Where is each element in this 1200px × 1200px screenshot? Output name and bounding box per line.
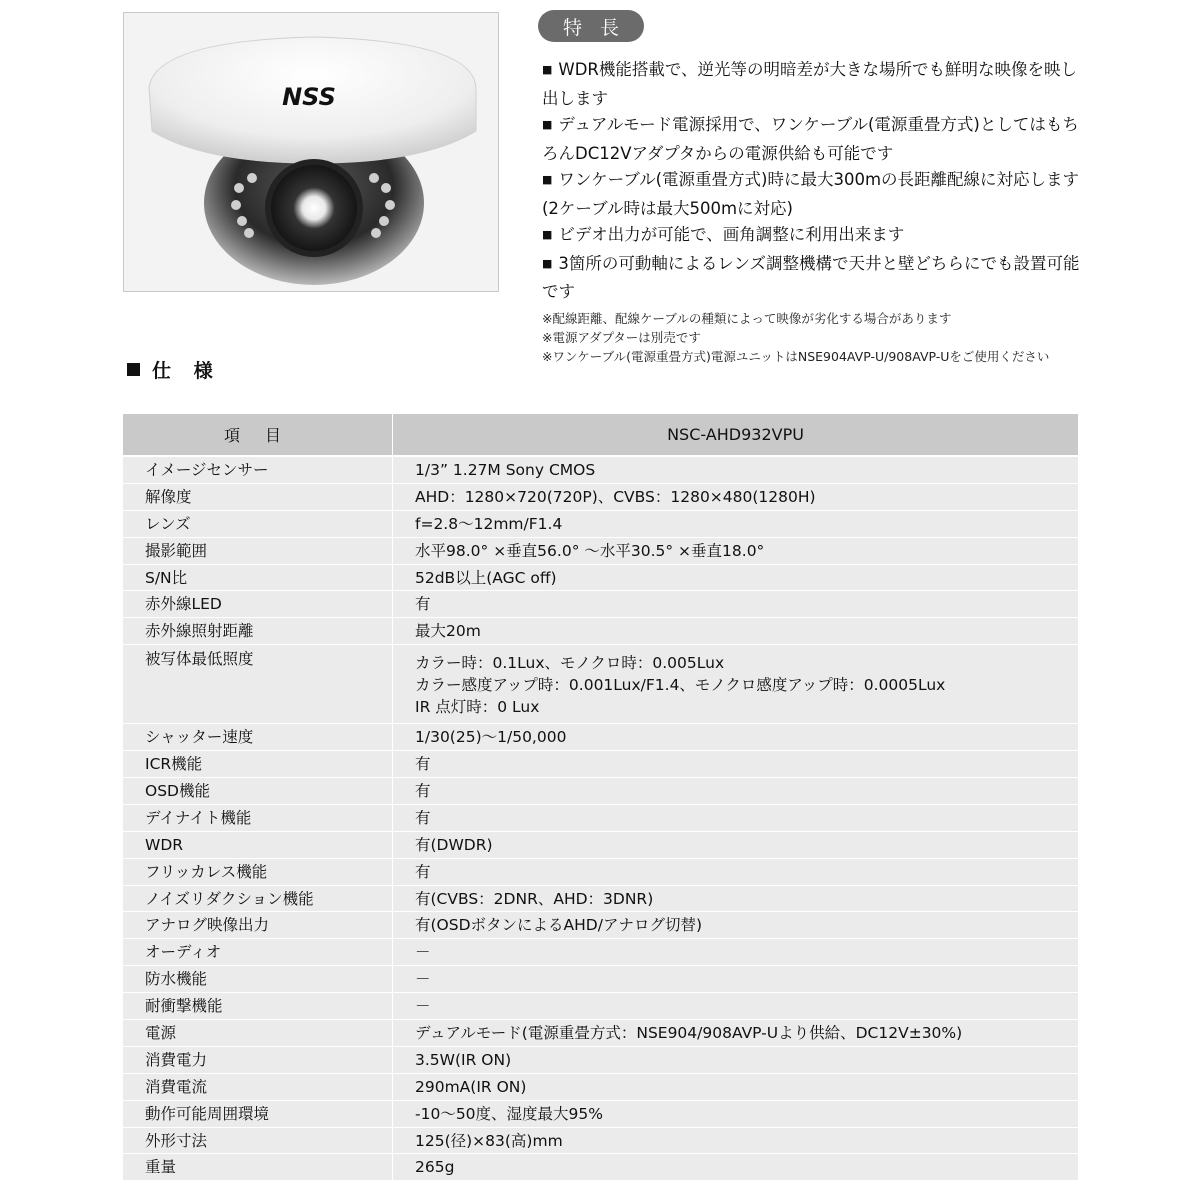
spec-value-line: カラー時：0.1Lux、モノクロ時：0.005Lux (415, 654, 725, 673)
spec-value: 有 (393, 804, 1079, 831)
spec-value: 有 (393, 778, 1079, 805)
spec-value: 有(OSDボタンによるAHD/アナログ切替) (393, 912, 1079, 939)
spec-label: ノイズリダクション機能 (123, 885, 393, 912)
nss-logo: NSS (282, 83, 336, 111)
spec-row (123, 831, 1078, 858)
feature-text: 3箇所の可動軸によるレンズ調整機構で天井と壁どちらにでも設置可能です (542, 253, 1080, 301)
spec-value: 最大20m (393, 618, 1079, 645)
square-icon (127, 363, 140, 376)
spec-row (123, 1020, 1078, 1047)
spec-label: イメージセンサー (123, 456, 393, 483)
spec-row (123, 537, 1078, 564)
spec-label: 撮影範囲 (123, 537, 393, 564)
col-item-header: 項 目 (123, 414, 393, 456)
spec-value: 290mA(IR ON) (393, 1073, 1079, 1100)
spec-label: 防水機能 (123, 966, 393, 993)
bullet-icon: ■ (542, 118, 553, 131)
feature-text: ビデオ出力が可能で、画角調整に利用出来ます (558, 225, 905, 244)
spec-label: オーディオ (123, 939, 393, 966)
spec-heading (127, 356, 221, 383)
note-line: ※配線距離、配線ケーブルの種類によって映像が劣化する場合があります (542, 311, 952, 326)
spec-label: 赤外線LED (123, 591, 393, 618)
spec-label: フリッカレス機能 (123, 858, 393, 885)
spec-row (123, 778, 1078, 805)
spec-value: 1/30(25)～1/50,000 (393, 724, 1079, 751)
spec-table-header (123, 414, 1078, 456)
col-model-header: NSC-AHD932VPU (393, 414, 1079, 456)
spec-row (123, 858, 1078, 885)
spec-label: レンズ (123, 510, 393, 537)
spec-row (123, 1100, 1078, 1127)
spec-row (123, 804, 1078, 831)
spec-value (393, 645, 1079, 724)
spec-row (123, 564, 1078, 591)
spec-label: シャッター速度 (123, 724, 393, 751)
spec-row (123, 1046, 1078, 1073)
spec-value-line: カラー感度アップ時：0.001Lux/F1.4、モノクロ感度アップ時：0.0005Lux (415, 676, 946, 695)
spec-value: 有(DWDR) (393, 831, 1079, 858)
feature-item (542, 167, 1087, 222)
note-line: ※ワンケーブル(電源重畳方式)電源ユニットはNSE904AVP-U/908AVP-Uをご使用ください (542, 349, 1050, 364)
note-line: ※電源アダプターは別売です (542, 330, 701, 345)
spec-row (123, 751, 1078, 778)
spec-row (123, 510, 1078, 537)
spec-value: 有 (393, 858, 1079, 885)
spec-row (123, 591, 1078, 618)
spec-row (123, 618, 1078, 645)
spec-table (123, 414, 1078, 1181)
spec-row (123, 1073, 1078, 1100)
spec-row (123, 456, 1078, 483)
spec-label: WDR (123, 831, 393, 858)
spec-heading-text: 仕 様 (152, 360, 221, 382)
spec-value: 有(CVBS：2DNR、AHD：3DNR) (393, 885, 1079, 912)
spec-value: -10～50度、湿度最大95% (393, 1100, 1079, 1127)
spec-value: 52dB以上(AGC off) (393, 564, 1079, 591)
feature-item (542, 57, 1087, 112)
feature-text: WDR機能搭載で、逆光等の明暗差が大きな場所でも鮮明な映像を映し出します (542, 60, 1078, 108)
spec-label: 被写体最低照度 (123, 645, 393, 724)
spec-value: 1/3” 1.27M Sony CMOS (393, 456, 1079, 483)
spec-value: 有 (393, 591, 1079, 618)
bullet-icon: ■ (542, 63, 553, 76)
spec-row (123, 912, 1078, 939)
spec-label: 重量 (123, 1154, 393, 1181)
bullet-icon: ■ (542, 228, 553, 241)
spec-value: － (393, 939, 1079, 966)
spec-label: 消費電力 (123, 1046, 393, 1073)
spec-row (123, 483, 1078, 510)
spec-row (123, 966, 1078, 993)
spec-label: 耐衝撃機能 (123, 993, 393, 1020)
spec-row (123, 939, 1078, 966)
spec-value: 125(径)×83(高)mm (393, 1127, 1079, 1154)
spec-row (123, 1127, 1078, 1154)
feature-text: デュアルモード電源採用で、ワンケーブル(電源重畳方式)としてはもちろんDC12Vアダプタからの電源供給も可能です (542, 115, 1079, 163)
features-badge: 特 長 (538, 10, 644, 42)
spec-value: AHD：1280×720(720P)、CVBS：1280×480(1280H) (393, 483, 1079, 510)
feature-item (542, 251, 1087, 306)
spec-row (123, 645, 1078, 724)
spec-value: 3.5W(IR ON) (393, 1046, 1079, 1073)
spec-value: f=2.8～12mm/F1.4 (393, 510, 1079, 537)
bullet-icon: ■ (542, 173, 553, 186)
spec-value-line: IR 点灯時：0 Lux (415, 698, 540, 717)
spec-label: OSD機能 (123, 778, 393, 805)
spec-value: － (393, 993, 1079, 1020)
features-list (542, 57, 1087, 306)
spec-label: 電源 (123, 1020, 393, 1047)
spec-label: ICR機能 (123, 751, 393, 778)
feature-text: ワンケーブル(電源重畳方式)時に最大300mの長距離配線に対応します(2ケーブル時は最大500mに対応) (542, 170, 1080, 218)
spec-row (123, 724, 1078, 751)
spec-label: デイナイト機能 (123, 804, 393, 831)
spec-label: 動作可能周囲環境 (123, 1100, 393, 1127)
product-photo (123, 12, 499, 292)
feature-item (542, 112, 1087, 167)
spec-label: 解像度 (123, 483, 393, 510)
spec-row (123, 885, 1078, 912)
spec-value: 265g (393, 1154, 1079, 1181)
spec-label: 外形寸法 (123, 1127, 393, 1154)
spec-value: 水平98.0° ×垂直56.0° ～水平30.5° ×垂直18.0° (393, 537, 1079, 564)
spec-row (123, 1154, 1078, 1181)
spec-value: － (393, 966, 1079, 993)
spec-value: デュアルモード(電源重畳方式：NSE904/908AVP-Uより供給、DC12V±30%) (393, 1020, 1079, 1047)
spec-row (123, 993, 1078, 1020)
spec-label: S/N比 (123, 564, 393, 591)
feature-item (542, 222, 1087, 251)
dome-camera-image (124, 13, 498, 291)
spec-label: 消費電流 (123, 1073, 393, 1100)
spec-label: 赤外線照射距離 (123, 618, 393, 645)
spec-value: 有 (393, 751, 1079, 778)
spec-label: アナログ映像出力 (123, 912, 393, 939)
bullet-icon: ■ (542, 256, 553, 270)
notes (542, 309, 1102, 366)
